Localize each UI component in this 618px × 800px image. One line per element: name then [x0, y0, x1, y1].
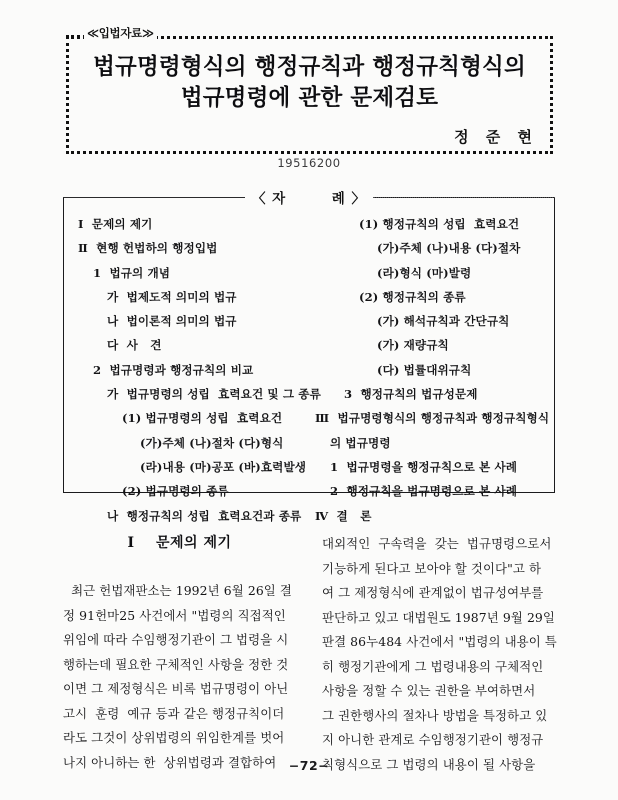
toc-entry[interactable]: (1) 행정규칙의 성립 효력요건: [359, 217, 520, 231]
toc-entry[interactable]: Ⅰ 문제의 제기: [78, 217, 153, 231]
author-name: 정 준 현: [454, 128, 538, 146]
body-text-line: 라도 그것이 상위법령의 위임한계를 벗어: [63, 730, 285, 745]
title-line-2: 법규명령에 관한 문제검토: [180, 85, 439, 111]
toc-entry[interactable]: (2) 법규명령의 종류: [122, 484, 229, 499]
page-title: [66, 52, 553, 114]
toc-entry[interactable]: 의 법규명령: [330, 435, 391, 450]
toc-entry[interactable]: 2 법규명령과 행정규칙의 비교: [93, 362, 254, 377]
toc-column-right: [309, 212, 555, 528]
body-text-line: 기능하게 된다고 보아야 할 것이다"고 하: [322, 560, 542, 576]
toc-entry[interactable]: (가)주체 (나)내용 (다)절차: [377, 241, 521, 256]
section-heading: Ⅰ 문제의 제기: [127, 535, 232, 551]
body-columns: [63, 532, 555, 777]
toc-entry[interactable]: 3 행정규칙의 법규성문제: [344, 387, 478, 402]
body-text-line: 사항을 정할 수 있는 권한을 부여하면서: [322, 683, 536, 698]
toc-heading: [63, 188, 555, 206]
body-text-line: 정 91헌마25 사건에서 "법령의 직접적인: [63, 607, 286, 623]
toc-rule-left: [63, 197, 245, 198]
body-text-line: 고시 훈령 예규 등과 같은 행정규칙이더: [63, 705, 285, 721]
body-text-line: 행하는데 필요한 구체적인 사항을 정한 것: [63, 656, 289, 672]
body-text-line: 여 그 제정형식에 관계없이 법규성여부를: [322, 585, 544, 600]
toc-entry[interactable]: 가 법제도적 의미의 법규: [107, 289, 237, 304]
body-paragraph-left: [63, 579, 296, 775]
toc-entry[interactable]: (1) 법규명령의 성립 효력요건: [122, 411, 283, 426]
toc-column-left: [63, 212, 321, 528]
toc-entry[interactable]: (가)주체 (나)절차 (다)형식: [140, 435, 284, 450]
toc-entry[interactable]: 다 사 견: [107, 338, 162, 353]
toc-entry[interactable]: Ⅲ 법규명령형식의 행정규칙과 행정규칙형식: [315, 411, 550, 426]
toc-entry[interactable]: 가 법규명령의 성립 효력요건 및 그 종류: [107, 387, 321, 402]
toc-entry[interactable]: Ⅱ 현행 헌법하의 행정입법: [78, 241, 218, 256]
toc-entry[interactable]: (라)형식 (마)발령: [377, 265, 472, 280]
toc-entry[interactable]: (2) 행정규칙의 종류: [359, 289, 466, 304]
body-text-line: 지 아니한 관계로 수임행정기관이 행정규: [322, 732, 544, 747]
body-text-line: 이면 그 제정형식은 비록 법규명령이 아닌: [63, 681, 289, 696]
toc-entry[interactable]: 나 법이론적 의미의 법규: [107, 314, 237, 329]
page-number: −72−: [288, 758, 330, 773]
kicker-label: ≪입법자료≫: [84, 26, 157, 40]
body-paragraph-right: [322, 532, 555, 777]
body-column-left: [63, 532, 296, 777]
toc-columns: [63, 212, 555, 528]
toc-entry[interactable]: 2 행정규칙을 법규명령으로 본 사례: [330, 484, 518, 499]
toc-entry[interactable]: (다) 법률대위규칙: [377, 362, 472, 377]
body-text-line: 최근 헌법재판소는 1992년 6월 26일 결: [63, 583, 292, 598]
body-text-line: 판단하고 있고 대법원도 1987년 9월 29일: [322, 609, 555, 625]
title-frame-top-dash-left: [66, 35, 86, 38]
body-text-line: 그 권한행사의 절차나 방법을 특정하고 있: [322, 707, 548, 723]
toc-entry[interactable]: 1 법규의 개념: [93, 265, 171, 280]
toc-entry[interactable]: (가) 해석규칙과 간단규칙: [377, 314, 510, 329]
body-text-line: 대외적인 구속력을 갖는 법규명령으로서: [322, 536, 552, 551]
body-text-line: 칙형식으로 그 법령의 내용이 될 사항을: [322, 756, 536, 772]
body-text-line: 히 행정기관에게 그 법령내용의 구체적인: [322, 658, 544, 674]
toc-rule-right: [373, 197, 555, 198]
body-column-right: [322, 532, 555, 777]
title-line-1: 법규명령형식의 행정규칙과 행정규칙형식의: [93, 54, 526, 80]
toc-entry[interactable]: (가) 재량규칙: [377, 338, 449, 353]
toc-heading-label: 〈 자 례 〉: [245, 187, 373, 207]
body-text-line: 판결 86누484 사건에서 "법령의 내용이 특: [322, 634, 557, 649]
toc-entry[interactable]: 1 법규명령을 행정규칙으로 본 사례: [330, 459, 518, 474]
toc-entry[interactable]: (라)내용 (마)공포 (바)효력발생: [140, 459, 307, 474]
toc-entry[interactable]: 나 행정규칙의 성립 효력요건과 종류: [107, 508, 302, 523]
toc-entry[interactable]: Ⅳ 결 론: [315, 508, 372, 523]
body-text-line: 위임에 따라 수임행정기관이 그 법령을 시: [63, 632, 289, 647]
body-text-line: 나지 아니하는 한 상위법령과 결합하여: [63, 754, 277, 770]
document-id: 19516200: [277, 156, 341, 170]
